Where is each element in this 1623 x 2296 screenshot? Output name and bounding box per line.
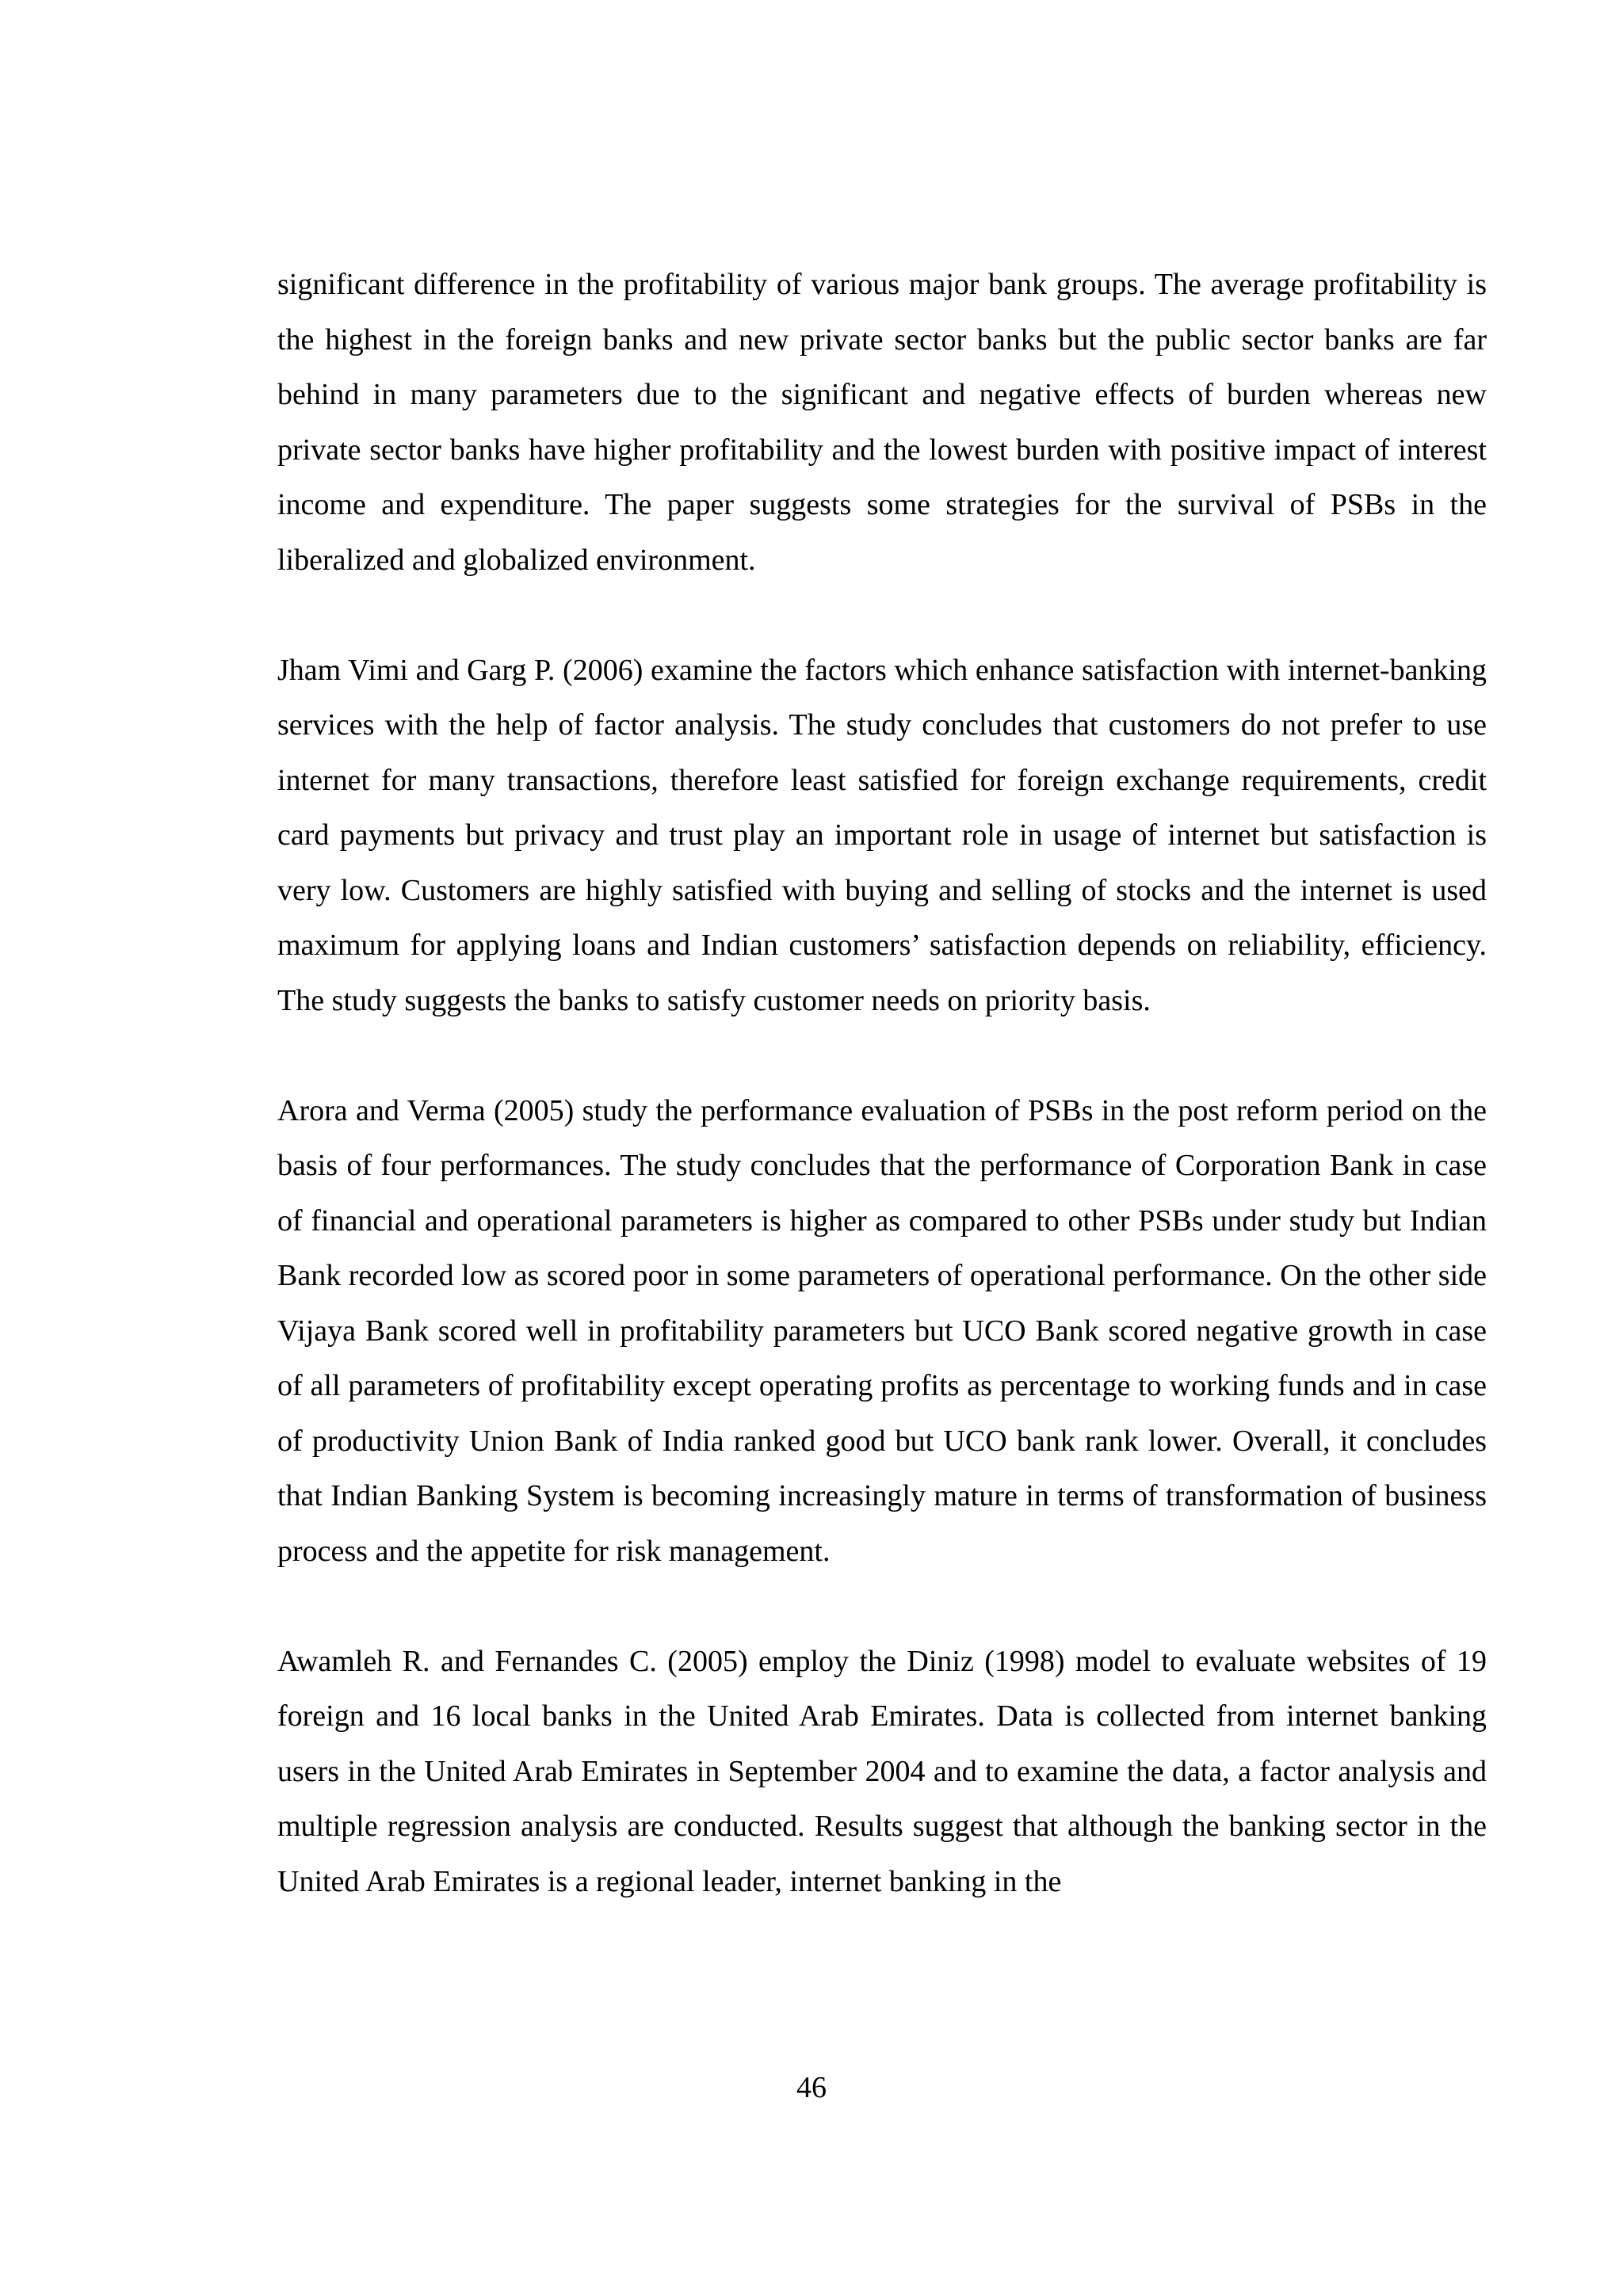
body-text bbox=[277, 257, 1487, 1909]
paragraph-arora-verma: Arora and Verma (2005) study the performance evaluation of PSBs in the post reform period on the basis of four performances. The study concludes that the performance of Corporation Bank in case of financial and operational parameters is higher as compared to other PSBs under study but Indian Bank recorded low as scored poor in some parameters of operational performance. On the other side Vijaya Bank scored well in profitability parameters but UCO Bank scored negative growth in case of all parameters of profitability except operating profits as percentage to working funds and in case of productivity Union Bank of India ranked good but UCO bank rank lower. Overall, it concludes that Indian Banking System is becoming increasingly mature in terms of transformation of business process and the appetite for risk management. bbox=[277, 1093, 1487, 1568]
paragraph-jham-vimi-garg: Jham Vimi and Garg P. (2006) examine the factors which enhance satisfaction with internet-banking services with the help of factor analysis. The study concludes that customers do not prefer to use internet for many transactions, therefore least satisfied for foreign exchange requirements, credit card payments but privacy and trust play an important role in usage of internet but satisfaction is very low. Customers are highly satisfied with buying and selling of stocks and the internet is used maximum for applying loans and Indian customers’ satisfaction depends on reliability, efficiency. The study suggests the banks to satisfy customer needs on priority basis. bbox=[277, 653, 1487, 1017]
page-number: 46 bbox=[796, 2071, 827, 2104]
paragraph-awamleh-fernandes: Awamleh R. and Fernandes C. (2005) employ the Diniz (1998) model to evaluate websites of 19 foreign and 16 local banks in the United Arab Emirates. Data is collected from internet banking users in the United Arab Emirates in September 2004 and to examine the data, a factor analysis and multiple regression analysis are conducted. Results suggest that although the banking sector in the United Arab Emirates is a regional leader, internet banking in the bbox=[277, 1644, 1487, 1898]
paragraph-profitability-bank-groups: significant difference in the profitability of various major bank groups. The average profitability is the highest in the foreign banks and new private sector banks but the public sector banks are far behind in many parameters due to the significant and negative effects of burden whereas new private sector banks have higher profitability and the lowest burden with positive impact of interest income and expenditure. The paper suggests some strategies for the survival of PSBs in the liberalized and globalized environment. bbox=[277, 268, 1487, 577]
